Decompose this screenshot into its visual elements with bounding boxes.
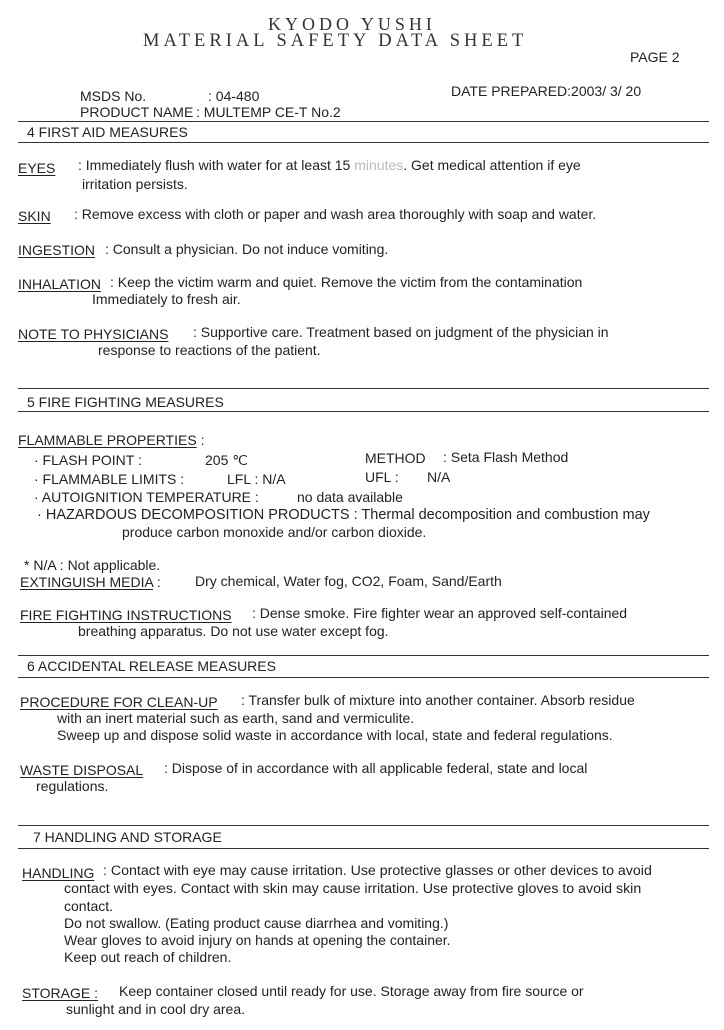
ufl-label: UFL : bbox=[365, 469, 399, 485]
eyes-text-2: irritation persists. bbox=[82, 176, 188, 192]
skin-label: SKIN bbox=[18, 208, 51, 224]
section-7-heading: 7 HANDLING AND STORAGE bbox=[33, 829, 222, 845]
divider bbox=[18, 655, 709, 656]
extinguish-label: EXTINGUISH MEDIA bbox=[20, 574, 154, 590]
eyes-text-c: . Get medical attention if eye bbox=[403, 157, 581, 173]
handling-text-4: Do not swallow. (Eating product cause diarrhea and vomiting.) bbox=[64, 915, 449, 931]
handling-text-5: Wear gloves to avoid injury on hands at opening the container. bbox=[64, 932, 451, 948]
product-value: : MULTEMP CE-T No.2 bbox=[196, 104, 341, 120]
inhalation-text-2: Immediately to fresh air. bbox=[92, 291, 241, 307]
section-5-heading: 5 FIRE FIGHTING MEASURES bbox=[27, 394, 224, 410]
msds-label: MSDS No. bbox=[80, 88, 147, 104]
storage-label: STORAGE : bbox=[22, 985, 98, 1001]
divider bbox=[18, 848, 709, 849]
hazardous-text-2: produce carbon monoxide and/or carbon dioxide. bbox=[122, 524, 427, 540]
section-6-heading: 6 ACCIDENTAL RELEASE MEASURES bbox=[27, 658, 276, 674]
flash-label: · FLASH POINT : bbox=[34, 452, 142, 468]
ffi-text-2: breathing apparatus. Do not use water except fog. bbox=[78, 623, 389, 639]
company-name: KYODO YUSHI bbox=[268, 14, 436, 34]
hazardous-text: · HAZARDOUS DECOMPOSITION PRODUCTS : Thermal decomposition and combustion may bbox=[37, 507, 650, 523]
ingestion-text: : Consult a physician. Do not induce vomiting. bbox=[105, 241, 389, 257]
handling-text-2: contact with eyes. Contact with skin may cause irritation. Use protective gloves to avoid skin bbox=[64, 881, 642, 897]
procedure-label: PROCEDURE FOR CLEAN-UP bbox=[20, 694, 218, 710]
note-label: NOTE TO PHYSICIANS bbox=[18, 326, 169, 342]
divider bbox=[18, 121, 709, 122]
eyes-text bbox=[78, 157, 581, 174]
eyes-text-b: minutes bbox=[354, 157, 404, 173]
method-label: METHOD bbox=[365, 450, 426, 466]
eyes-label: EYES bbox=[18, 160, 56, 176]
inhalation-label: INHALATION bbox=[18, 276, 101, 292]
waste-label: WASTE DISPOSAL bbox=[20, 762, 144, 778]
waste-text-2: regulations. bbox=[36, 778, 109, 794]
handling-text: : Contact with eye may cause irritation. Use protective glasses or other devices to avoid bbox=[103, 863, 652, 879]
page-number: PAGE 2 bbox=[630, 49, 680, 65]
ffi-label: FIRE FIGHTING INSTRUCTIONS bbox=[20, 607, 232, 623]
note-text-2: response to reactions of the patient. bbox=[98, 342, 321, 358]
divider bbox=[18, 411, 709, 412]
ffi-text: : Dense smoke. Fire fighter wear an approved self-contained bbox=[252, 605, 628, 621]
handling-text-6: Keep out reach of children. bbox=[64, 949, 232, 965]
autoignition-value: no data available bbox=[297, 489, 403, 505]
divider bbox=[18, 388, 709, 389]
method-value: : Seta Flash Method bbox=[443, 449, 569, 465]
divider bbox=[18, 677, 709, 678]
flammable-label: FLAMMABLE PROPERTIES bbox=[18, 432, 197, 448]
skin-text: : Remove excess with cloth or paper and wash area thoroughly with soap and water. bbox=[74, 206, 597, 222]
limits-label: · FLAMMABLE LIMITS : bbox=[34, 471, 185, 487]
procedure-text-2: with an inert material such as earth, sand and vermiculite. bbox=[57, 710, 415, 726]
note-text: : Supportive care. Treatment based on judgment of the physician in bbox=[193, 324, 609, 340]
extinguish-value: Dry chemical, Water fog, CO2, Foam, Sand/Earth bbox=[195, 573, 502, 589]
divider bbox=[18, 825, 709, 826]
product-label: PRODUCT NAME bbox=[80, 104, 194, 120]
divider bbox=[18, 142, 709, 143]
flash-value: 205 ℃ bbox=[205, 452, 248, 468]
eyes-text-a: : Immediately flush with water for at least 15 bbox=[78, 157, 355, 173]
date-prepared: DATE PREPARED:2003/ 3/ 20 bbox=[451, 83, 642, 99]
na-note: * N/A : Not applicable. bbox=[24, 557, 161, 573]
waste-text: : Dispose of in accordance with all applicable federal, state and local bbox=[164, 760, 588, 776]
section-4-heading: 4 FIRST AID MEASURES bbox=[27, 124, 188, 140]
procedure-text: : Transfer bulk of mixture into another container. Absorb residue bbox=[241, 692, 635, 708]
procedure-text-3: Sweep up and dispose solid waste in accordance with local, state and federal regulations. bbox=[57, 727, 613, 743]
document-title: MATERIAL SAFETY DATA SHEET bbox=[143, 31, 528, 51]
storage-text-2: sunlight and in cool dry area. bbox=[66, 1001, 245, 1017]
handling-label: HANDLING bbox=[22, 865, 95, 881]
storage-text: Keep container closed until ready for use. Storage away from fire source or bbox=[119, 983, 584, 999]
inhalation-text: : Keep the victim warm and quiet. Remove the victim from the contamination bbox=[110, 274, 583, 290]
ingestion-label: INGESTION bbox=[18, 242, 96, 258]
colon: : bbox=[156, 574, 161, 590]
msds-value: : 04-480 bbox=[208, 88, 260, 104]
colon: : bbox=[200, 432, 205, 448]
ufl-value: N/A bbox=[427, 469, 451, 485]
lfl-value: LFL : N/A bbox=[227, 471, 286, 487]
autoignition-label: · AUTOIGNITION TEMPERATURE : bbox=[34, 489, 259, 505]
handling-text-3: contact. bbox=[64, 898, 114, 914]
